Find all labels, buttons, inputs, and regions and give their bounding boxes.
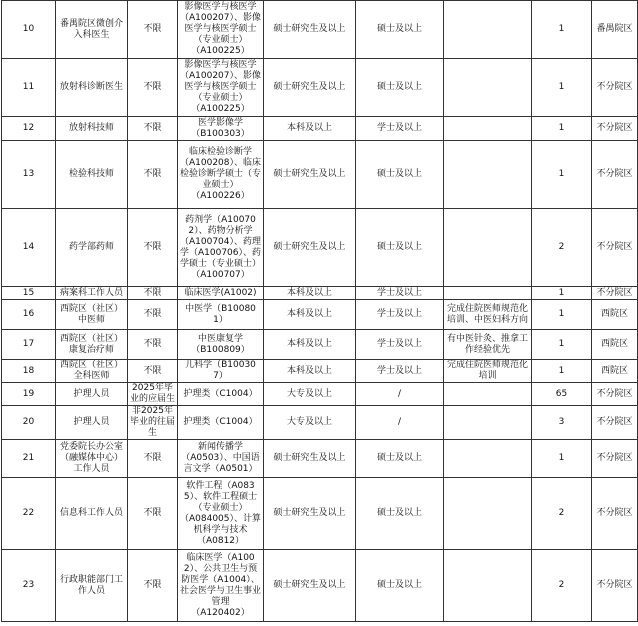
- campus-cell: 不分院区: [592, 478, 638, 550]
- campus-cell: 西院区: [592, 300, 638, 330]
- education-cell: 本科及以上: [264, 300, 356, 330]
- other-requirement-cell: [444, 59, 532, 117]
- major-cell: 医学影像学 （B100303）: [178, 117, 264, 141]
- position-cell: 西院区（社区） 康复治疗师: [56, 330, 128, 360]
- position-cell: 行政职能部门工作人员: [56, 550, 128, 622]
- table-row: [2, 1, 638, 59]
- degree-cell: 硕士及以上: [356, 59, 444, 117]
- major-cell: 临床医学(A1002): [178, 287, 264, 300]
- headcount-cell: 2: [532, 550, 592, 622]
- degree-cell: 学士及以上: [356, 360, 444, 383]
- degree-cell: 学士及以上: [356, 287, 444, 300]
- requirement-cell: 不限: [128, 117, 178, 141]
- education-cell: 硕士研究生及以上: [264, 1, 356, 59]
- campus-cell: 不分院区: [592, 287, 638, 300]
- headcount-cell: 1: [532, 330, 592, 360]
- education-cell: 硕士研究生及以上: [264, 209, 356, 287]
- degree-cell: /: [356, 383, 444, 406]
- table-row: [2, 383, 638, 406]
- requirement-cell: 不限: [128, 209, 178, 287]
- table-row: [2, 300, 638, 330]
- major-cell: 儿科学（B100307）: [178, 360, 264, 383]
- major-cell: 药剂学（A100702）、药物分析学 （A100704）、药理学（A100706）、药学硕士（专业硕士） （A100707）: [178, 209, 264, 287]
- education-cell: 本科及以上: [264, 360, 356, 383]
- row-number-cell: 15: [2, 287, 56, 300]
- table-row: [2, 141, 638, 209]
- major-cell: 软件工程（A0835）、软件工程硕士（专业硕士） （A084005）、计算机科学与技术 （A0812）: [178, 478, 264, 550]
- campus-cell: 不分院区: [592, 440, 638, 478]
- other-requirement-cell: [444, 478, 532, 550]
- other-requirement-cell: [444, 440, 532, 478]
- position-cell: 西院区（社区） 中医师: [56, 300, 128, 330]
- row-number-cell: 22: [2, 478, 56, 550]
- major-cell: 中医学（B100801）: [178, 300, 264, 330]
- education-cell: 本科及以上: [264, 330, 356, 360]
- position-cell: 检验科技师: [56, 141, 128, 209]
- row-number-cell: 20: [2, 406, 56, 440]
- other-requirement-cell: 有中医针灸、推拿工作经验优先: [444, 330, 532, 360]
- campus-cell: 不分院区: [592, 209, 638, 287]
- position-cell: 放射科技师: [56, 117, 128, 141]
- headcount-cell: 1: [532, 1, 592, 59]
- education-cell: 硕士研究生及以上: [264, 141, 356, 209]
- campus-cell: 不分院区: [592, 117, 638, 141]
- education-cell: 硕士研究生及以上: [264, 550, 356, 622]
- other-requirement-cell: [444, 383, 532, 406]
- degree-cell: 硕士及以上: [356, 1, 444, 59]
- table-body: [2, 1, 638, 622]
- campus-cell: 不分院区: [592, 59, 638, 117]
- campus-cell: 不分院区: [592, 383, 638, 406]
- headcount-cell: 2: [532, 209, 592, 287]
- major-cell: 临床医学（A1002）、公共卫生与预防医学（A1004）、社会医学与卫生事业管理 （A120402）: [178, 550, 264, 622]
- requirement-cell: 不限: [128, 141, 178, 209]
- education-cell: 本科及以上: [264, 287, 356, 300]
- campus-cell: 西院区: [592, 330, 638, 360]
- row-number-cell: 12: [2, 117, 56, 141]
- requirement-cell: 不限: [128, 360, 178, 383]
- degree-cell: 硕士及以上: [356, 440, 444, 478]
- table-row: [2, 59, 638, 117]
- headcount-cell: 1: [532, 360, 592, 383]
- row-number-cell: 11: [2, 59, 56, 117]
- major-cell: 临床检验诊断学 （A100208）、临床检验诊断学硕士（专业硕士） （A100226）: [178, 141, 264, 209]
- position-cell: 药学部药师: [56, 209, 128, 287]
- row-number-cell: 10: [2, 1, 56, 59]
- major-cell: 新闻传播学 （A0503）、中国语言文学（A0501）: [178, 440, 264, 478]
- requirement-cell: 2025年毕业的应届生: [128, 383, 178, 406]
- headcount-cell: 1: [532, 300, 592, 330]
- table-row: [2, 117, 638, 141]
- major-cell: 影像医学与核医学 （A100207）、影像医学与核医学硕士 （专业硕士） （A100225）: [178, 59, 264, 117]
- row-number-cell: 14: [2, 209, 56, 287]
- major-cell: 护理类（C1004）: [178, 406, 264, 440]
- other-requirement-cell: [444, 1, 532, 59]
- degree-cell: 硕士及以上: [356, 478, 444, 550]
- table-row: [2, 360, 638, 383]
- education-cell: 大专及以上: [264, 383, 356, 406]
- degree-cell: 学士及以上: [356, 300, 444, 330]
- table-row: [2, 406, 638, 440]
- education-cell: 硕士研究生及以上: [264, 440, 356, 478]
- row-number-cell: 21: [2, 440, 56, 478]
- requirement-cell: 不限: [128, 478, 178, 550]
- headcount-cell: 1: [532, 141, 592, 209]
- row-number-cell: 16: [2, 300, 56, 330]
- recruitment-table: [1, 0, 638, 622]
- position-cell: 病案科工作人员: [56, 287, 128, 300]
- headcount-cell: 1: [532, 59, 592, 117]
- requirement-cell: 不限: [128, 1, 178, 59]
- row-number-cell: 18: [2, 360, 56, 383]
- campus-cell: 不分院区: [592, 141, 638, 209]
- campus-cell: 西院区: [592, 360, 638, 383]
- headcount-cell: 1: [532, 440, 592, 478]
- row-number-cell: 23: [2, 550, 56, 622]
- degree-cell: 学士及以上: [356, 117, 444, 141]
- requirement-cell: 不限: [128, 440, 178, 478]
- requirement-cell: 不限: [128, 330, 178, 360]
- education-cell: 本科及以上: [264, 117, 356, 141]
- position-cell: 番禺院区微创介入科医生: [56, 1, 128, 59]
- headcount-cell: 3: [532, 406, 592, 440]
- other-requirement-cell: [444, 406, 532, 440]
- requirement-cell: 非2025年毕业的往届生: [128, 406, 178, 440]
- major-cell: 影像医学与核医学 （A100207）、影像医学与核医学硕士 （专业硕士） （A100225）: [178, 1, 264, 59]
- table-row: [2, 478, 638, 550]
- table-row: [2, 550, 638, 622]
- requirement-cell: 不限: [128, 59, 178, 117]
- headcount-cell: 65: [532, 383, 592, 406]
- requirement-cell: 不限: [128, 287, 178, 300]
- requirement-cell: 不限: [128, 300, 178, 330]
- degree-cell: 硕士及以上: [356, 141, 444, 209]
- other-requirement-cell: [444, 141, 532, 209]
- other-requirement-cell: [444, 209, 532, 287]
- row-number-cell: 13: [2, 141, 56, 209]
- position-cell: 护理人员: [56, 383, 128, 406]
- degree-cell: 硕士及以上: [356, 209, 444, 287]
- headcount-cell: 2: [532, 478, 592, 550]
- campus-cell: 不分院区: [592, 406, 638, 440]
- education-cell: 大专及以上: [264, 406, 356, 440]
- position-cell: 护理人员: [56, 406, 128, 440]
- requirement-cell: 不限: [128, 550, 178, 622]
- position-cell: 放射科诊断医生: [56, 59, 128, 117]
- campus-cell: 番禺院区: [592, 1, 638, 59]
- position-cell: 信息科工作人员: [56, 478, 128, 550]
- table-row: [2, 287, 638, 300]
- headcount-cell: 1: [532, 287, 592, 300]
- other-requirement-cell: 完成住院医师规范化培训: [444, 360, 532, 383]
- education-cell: 硕士研究生及以上: [264, 59, 356, 117]
- table-row: [2, 440, 638, 478]
- campus-cell: 不分院区: [592, 550, 638, 622]
- degree-cell: 硕士及以上: [356, 550, 444, 622]
- education-cell: 硕士研究生及以上: [264, 478, 356, 550]
- headcount-cell: 1: [532, 117, 592, 141]
- other-requirement-cell: [444, 287, 532, 300]
- other-requirement-cell: 完成住院医师规范化培训、中医妇科方向: [444, 300, 532, 330]
- row-number-cell: 17: [2, 330, 56, 360]
- major-cell: 中医康复学 （B100809）: [178, 330, 264, 360]
- other-requirement-cell: [444, 550, 532, 622]
- degree-cell: 学士及以上: [356, 330, 444, 360]
- table-row: [2, 330, 638, 360]
- row-number-cell: 19: [2, 383, 56, 406]
- position-cell: 党委院长办公室 （融媒体中心） 工作人员: [56, 440, 128, 478]
- degree-cell: /: [356, 406, 444, 440]
- table-row: [2, 209, 638, 287]
- major-cell: 护理类（C1004）: [178, 383, 264, 406]
- other-requirement-cell: [444, 117, 532, 141]
- position-cell: 西院区（社区） 全科医师: [56, 360, 128, 383]
